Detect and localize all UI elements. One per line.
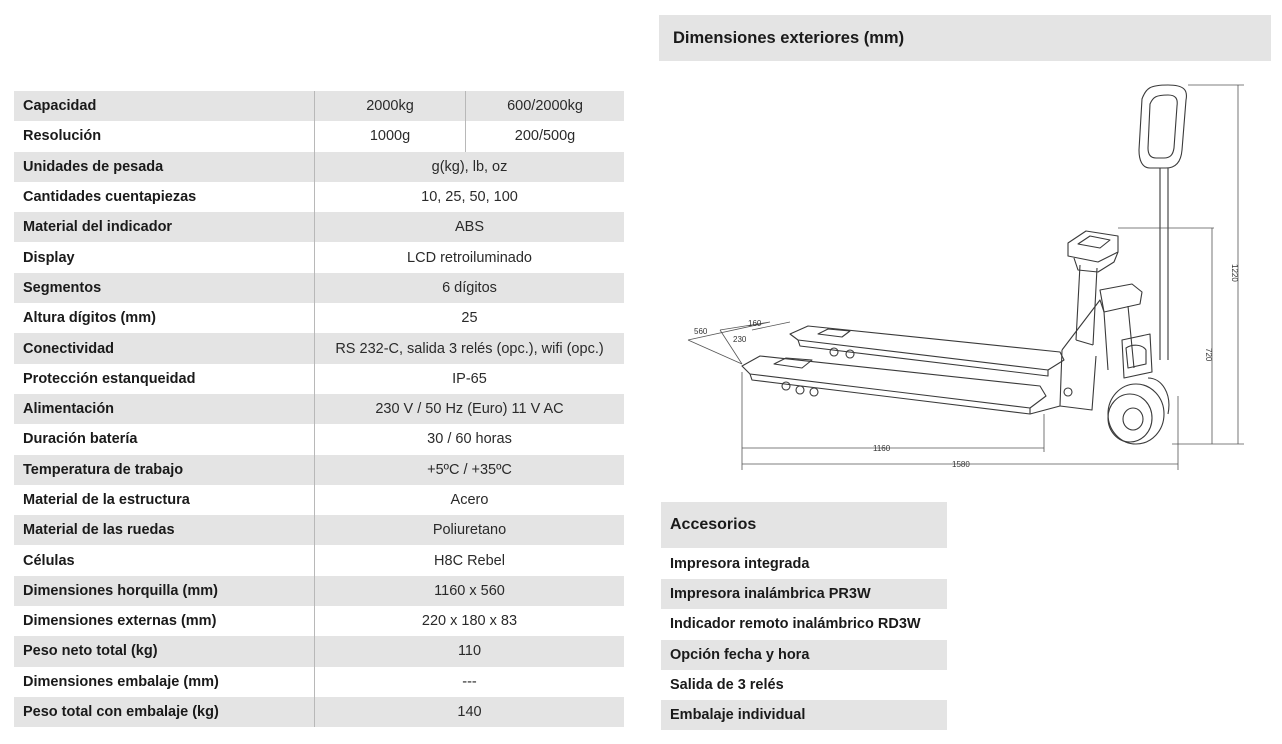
spec-value: LCD retroiluminado	[315, 242, 625, 272]
spec-row	[14, 152, 624, 182]
spec-row	[14, 333, 624, 363]
spec-row	[14, 636, 624, 666]
accessory-item: Salida de 3 relés	[670, 676, 784, 693]
spec-value-low-resolution: 2000kg	[315, 91, 466, 121]
spec-label: Peso total con embalaje (kg)	[14, 697, 315, 727]
wheel-icon	[1108, 378, 1169, 444]
dimension-width-label: 560	[694, 327, 708, 336]
spec-value: 140	[315, 697, 625, 727]
spec-label: Material del indicador	[14, 212, 315, 242]
spec-label: Peso neto total (kg)	[14, 636, 315, 666]
spec-label: Material de la estructura	[23, 492, 190, 508]
frame-icon	[1060, 265, 1152, 410]
dimension-fork-length-label: 1160	[873, 444, 891, 453]
spec-label: Cantidades cuentapiezas	[23, 189, 197, 206]
spec-value: Poliuretano	[315, 515, 625, 545]
spec-value: 110	[315, 636, 625, 666]
accessories-items	[661, 549, 947, 730]
spec-value: 1160 x 560	[315, 576, 625, 606]
spec-label: Dimensiones horquilla (mm)	[14, 576, 315, 606]
spec-label: Dimensiones externas (mm)	[23, 613, 217, 630]
spec-value: 220 x 180 x 83	[315, 606, 625, 636]
spec-row	[14, 273, 624, 303]
spec-value: g(kg), lb, oz	[315, 152, 625, 182]
dimensions-header: Dimensiones exteriores (mm)	[659, 15, 1271, 61]
spec-label: Dimensiones embalaje (mm)	[23, 673, 219, 690]
spec-value: IP-65	[315, 364, 625, 394]
spec-row	[14, 576, 624, 606]
spec-row	[14, 485, 624, 515]
spec-label: Display	[23, 249, 75, 266]
spec-label: Altura dígitos (mm)	[23, 310, 156, 327]
spec-row-capacity	[14, 91, 624, 121]
indicator-icon	[1068, 231, 1118, 272]
spec-label: Capacidad	[14, 91, 315, 121]
spec-label: Unidades de pesada	[14, 152, 315, 182]
spec-value: 230 V / 50 Hz (Euro) 11 V AC	[315, 394, 625, 424]
spec-value: ---	[315, 667, 625, 697]
spec-label: Material de las ruedas	[14, 515, 315, 545]
spec-row	[14, 424, 624, 454]
handle-icon	[1139, 85, 1186, 360]
spec-value: H8C Rebel	[315, 545, 625, 575]
accessories-list	[661, 502, 947, 730]
spec-row	[14, 606, 624, 636]
accessories-header: Accesorios	[661, 502, 947, 548]
dimension-indicator-height-label: 720	[1204, 348, 1213, 362]
fork-left-icon	[790, 326, 1064, 376]
spec-value: Acero	[315, 485, 625, 515]
accessory-item: Impresora integrada	[670, 556, 810, 572]
pallet-truck-drawing	[659, 62, 1271, 482]
specifications-table	[14, 91, 624, 727]
spec-row	[14, 242, 624, 272]
dimension-fork-width-label: 160	[748, 319, 762, 328]
spec-row	[14, 697, 624, 727]
accessory-item: Indicador remoto inalámbrico RD3W	[670, 616, 921, 633]
spec-value-dual-range: 600/2000kg	[466, 91, 625, 121]
spec-value-dual-range: 200/500g	[466, 121, 625, 151]
spec-row	[14, 667, 624, 697]
dimension-lines	[688, 85, 1244, 470]
specifications-body	[14, 91, 624, 727]
spec-value: 25	[315, 303, 625, 333]
spec-value: 6 dígitos	[315, 273, 625, 303]
spec-label: Protección estanqueidad	[23, 370, 196, 387]
spec-value: RS 232-C, salida 3 relés (opc.), wifi (opc.)	[315, 333, 625, 363]
spec-label: Células	[23, 552, 75, 569]
spec-label: Segmentos	[14, 273, 315, 303]
dimension-total-length-label: 1580	[952, 460, 970, 469]
spec-value-low-resolution: 1000g	[315, 121, 466, 151]
spec-value: ABS	[315, 212, 625, 242]
spec-row	[14, 545, 624, 575]
spec-row	[14, 364, 624, 394]
fork-right-icon	[742, 356, 1060, 414]
dimension-fork-gap-label: 230	[733, 335, 747, 344]
accessory-item: Embalaje individual	[661, 700, 947, 730]
spec-row-resolution	[14, 121, 624, 151]
accessory-item: Opción fecha y hora	[661, 640, 947, 670]
spec-label: Temperatura de trabajo	[14, 455, 315, 485]
spec-row	[14, 303, 624, 333]
spec-label: Resolución	[23, 128, 102, 145]
spec-row	[14, 212, 624, 242]
spec-value: 10, 25, 50, 100	[315, 182, 625, 212]
spec-label: Duración batería	[23, 431, 138, 448]
dimension-total-height-label: 1220	[1230, 264, 1239, 282]
spec-value: +5ºC / +35ºC	[315, 455, 625, 485]
spec-label: Conectividad	[14, 333, 315, 363]
spec-row	[14, 515, 624, 545]
spec-value: 30 / 60 horas	[315, 424, 625, 454]
spec-row	[14, 182, 624, 212]
accessory-item: Impresora inalámbrica PR3W	[661, 579, 947, 609]
spec-row	[14, 394, 624, 424]
spec-label: Alimentación	[14, 394, 315, 424]
spec-row	[14, 455, 624, 485]
